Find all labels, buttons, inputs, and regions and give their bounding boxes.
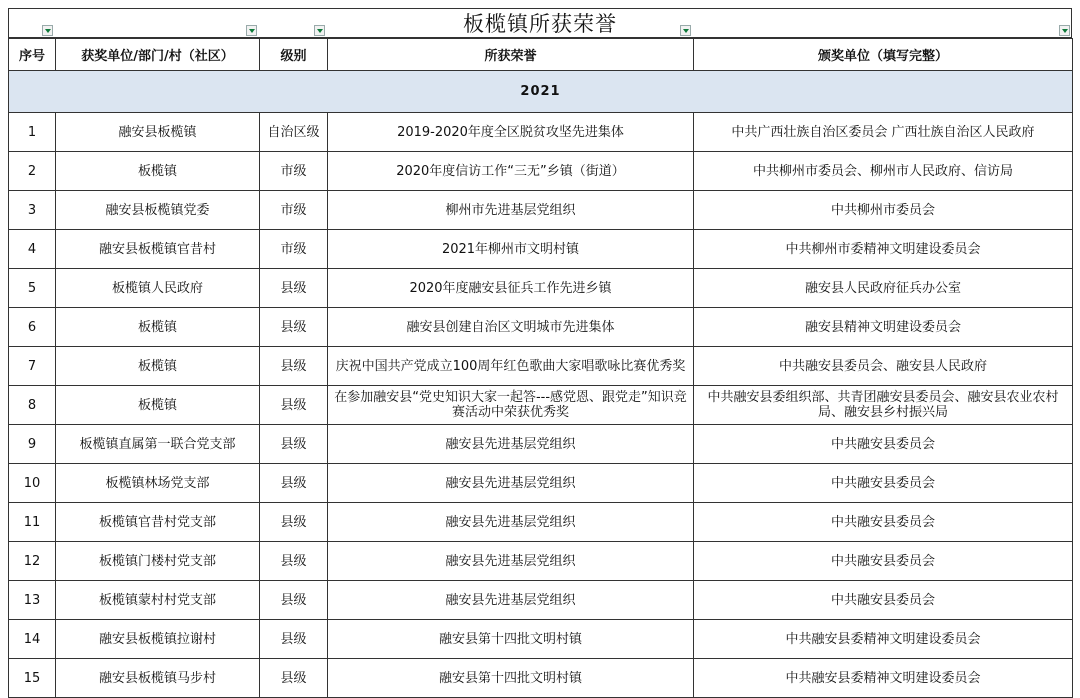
title-row	[8, 8, 1072, 38]
cell-honor[interactable]: 融安县先进基层党组织	[328, 581, 694, 620]
cell-honor[interactable]: 庆祝中国共产党成立100周年红色歌曲大家唱歌咏比赛优秀奖	[328, 347, 694, 386]
cell-level[interactable]: 县级	[260, 581, 328, 620]
header-no[interactable]: 序号	[9, 39, 56, 71]
honors-table	[8, 38, 1073, 698]
table-row	[9, 113, 1073, 152]
cell-no[interactable]: 6	[9, 308, 56, 347]
cell-no[interactable]: 1	[9, 113, 56, 152]
table-row	[9, 308, 1073, 347]
cell-honor[interactable]: 2021年柳州市文明村镇	[328, 230, 694, 269]
spreadsheet	[8, 8, 1072, 698]
cell-honor[interactable]: 2020年度融安县征兵工作先进乡镇	[328, 269, 694, 308]
cell-issuer[interactable]: 中共融安县委组织部、共青团融安县委员会、融安县农业农村局、融安县乡村振兴局	[694, 386, 1073, 425]
header-level[interactable]: 级别	[260, 39, 328, 71]
cell-level[interactable]: 县级	[260, 542, 328, 581]
header-honor[interactable]: 所获荣誉	[328, 39, 694, 71]
cell-no[interactable]: 15	[9, 659, 56, 698]
filter-dropdown-icon[interactable]	[1059, 25, 1070, 36]
table-row	[9, 581, 1073, 620]
cell-unit[interactable]: 板榄镇官昔村党支部	[56, 503, 260, 542]
cell-unit[interactable]: 板榄镇	[56, 152, 260, 191]
table-row	[9, 152, 1073, 191]
cell-unit[interactable]: 融安县板榄镇马步村	[56, 659, 260, 698]
cell-issuer[interactable]: 融安县精神文明建设委员会	[694, 308, 1073, 347]
cell-no[interactable]: 8	[9, 386, 56, 425]
table-row	[9, 620, 1073, 659]
cell-level[interactable]: 县级	[260, 425, 328, 464]
cell-honor[interactable]: 柳州市先进基层党组织	[328, 191, 694, 230]
cell-no[interactable]: 14	[9, 620, 56, 659]
cell-issuer[interactable]: 融安县人民政府征兵办公室	[694, 269, 1073, 308]
cell-honor[interactable]: 2020年度信访工作“三无”乡镇（街道）	[328, 152, 694, 191]
table-row	[9, 386, 1073, 425]
table-row	[9, 191, 1073, 230]
cell-issuer[interactable]: 中共柳州市委员会	[694, 191, 1073, 230]
table-row	[9, 542, 1073, 581]
cell-level[interactable]: 县级	[260, 347, 328, 386]
cell-unit[interactable]: 融安县板榄镇拉谢村	[56, 620, 260, 659]
sheet-title: 板榄镇所获荣誉	[463, 12, 617, 36]
cell-no[interactable]: 5	[9, 269, 56, 308]
cell-no[interactable]: 7	[9, 347, 56, 386]
cell-unit[interactable]: 板榄镇林场党支部	[56, 464, 260, 503]
cell-issuer[interactable]: 中共融安县委员会	[694, 503, 1073, 542]
cell-unit[interactable]: 板榄镇门楼村党支部	[56, 542, 260, 581]
year-cell[interactable]: 2021	[9, 71, 1073, 113]
cell-issuer[interactable]: 中共融安县委精神文明建设委员会	[694, 620, 1073, 659]
cell-issuer[interactable]: 中共广西壮族自治区委员会 广西壮族自治区人民政府	[694, 113, 1073, 152]
header-row	[9, 39, 1073, 71]
cell-unit[interactable]: 板榄镇	[56, 386, 260, 425]
cell-level[interactable]: 市级	[260, 152, 328, 191]
table-row	[9, 503, 1073, 542]
filter-dropdown-icon[interactable]	[680, 25, 691, 36]
cell-honor[interactable]: 融安县先进基层党组织	[328, 503, 694, 542]
cell-no[interactable]: 12	[9, 542, 56, 581]
cell-level[interactable]: 县级	[260, 269, 328, 308]
table-row	[9, 347, 1073, 386]
cell-honor[interactable]: 在参加融安县“党史知识大家一起答---感党恩、跟党走”知识竞赛活动中荣获优秀奖	[328, 386, 694, 425]
cell-honor[interactable]: 融安县第十四批文明村镇	[328, 659, 694, 698]
cell-no[interactable]: 10	[9, 464, 56, 503]
cell-no[interactable]: 2	[9, 152, 56, 191]
table-row	[9, 230, 1073, 269]
cell-level[interactable]: 县级	[260, 503, 328, 542]
cell-honor[interactable]: 融安县先进基层党组织	[328, 425, 694, 464]
cell-level[interactable]: 市级	[260, 191, 328, 230]
cell-unit[interactable]: 融安县板榄镇官昔村	[56, 230, 260, 269]
table-row	[9, 269, 1073, 308]
filter-dropdown-icon[interactable]	[314, 25, 325, 36]
cell-no[interactable]: 9	[9, 425, 56, 464]
table-row	[9, 464, 1073, 503]
cell-unit[interactable]: 板榄镇	[56, 347, 260, 386]
cell-unit[interactable]: 板榄镇蒙村村党支部	[56, 581, 260, 620]
cell-honor[interactable]: 融安县第十四批文明村镇	[328, 620, 694, 659]
header-unit[interactable]: 获奖单位/部门/村（社区）	[56, 39, 260, 71]
cell-issuer[interactable]: 中共融安县委员会	[694, 542, 1073, 581]
cell-no[interactable]: 4	[9, 230, 56, 269]
cell-no[interactable]: 13	[9, 581, 56, 620]
cell-level[interactable]: 县级	[260, 464, 328, 503]
cell-level[interactable]: 自治区级	[260, 113, 328, 152]
cell-honor[interactable]: 2019-2020年度全区脱贫攻坚先进集体	[328, 113, 694, 152]
cell-issuer[interactable]: 中共融安县委员会、融安县人民政府	[694, 347, 1073, 386]
cell-no[interactable]: 11	[9, 503, 56, 542]
cell-level[interactable]: 市级	[260, 230, 328, 269]
cell-issuer[interactable]: 中共柳州市委精神文明建设委员会	[694, 230, 1073, 269]
cell-issuer[interactable]: 中共融安县委员会	[694, 464, 1073, 503]
cell-issuer[interactable]: 中共融安县委员会	[694, 425, 1073, 464]
cell-level[interactable]: 县级	[260, 308, 328, 347]
year-row	[9, 71, 1073, 113]
cell-unit[interactable]: 板榄镇人民政府	[56, 269, 260, 308]
cell-honor[interactable]: 融安县创建自治区文明城市先进集体	[328, 308, 694, 347]
table-row	[9, 425, 1073, 464]
cell-no[interactable]: 3	[9, 191, 56, 230]
cell-unit[interactable]: 板榄镇直属第一联合党支部	[56, 425, 260, 464]
filter-dropdown-icon[interactable]	[42, 25, 53, 36]
cell-level[interactable]: 县级	[260, 659, 328, 698]
cell-honor[interactable]: 融安县先进基层党组织	[328, 542, 694, 581]
filter-dropdown-icon[interactable]	[246, 25, 257, 36]
cell-unit[interactable]: 融安县板榄镇	[56, 113, 260, 152]
cell-honor[interactable]: 融安县先进基层党组织	[328, 464, 694, 503]
cell-issuer[interactable]: 中共融安县委员会	[694, 581, 1073, 620]
cell-level[interactable]: 县级	[260, 620, 328, 659]
cell-unit[interactable]: 融安县板榄镇党委	[56, 191, 260, 230]
cell-issuer[interactable]: 中共柳州市委员会、柳州市人民政府、信访局	[694, 152, 1073, 191]
cell-issuer[interactable]: 中共融安县委精神文明建设委员会	[694, 659, 1073, 698]
cell-level[interactable]: 县级	[260, 386, 328, 425]
header-issuer[interactable]: 颁奖单位（填写完整）	[694, 39, 1073, 71]
cell-unit[interactable]: 板榄镇	[56, 308, 260, 347]
table-row	[9, 659, 1073, 698]
